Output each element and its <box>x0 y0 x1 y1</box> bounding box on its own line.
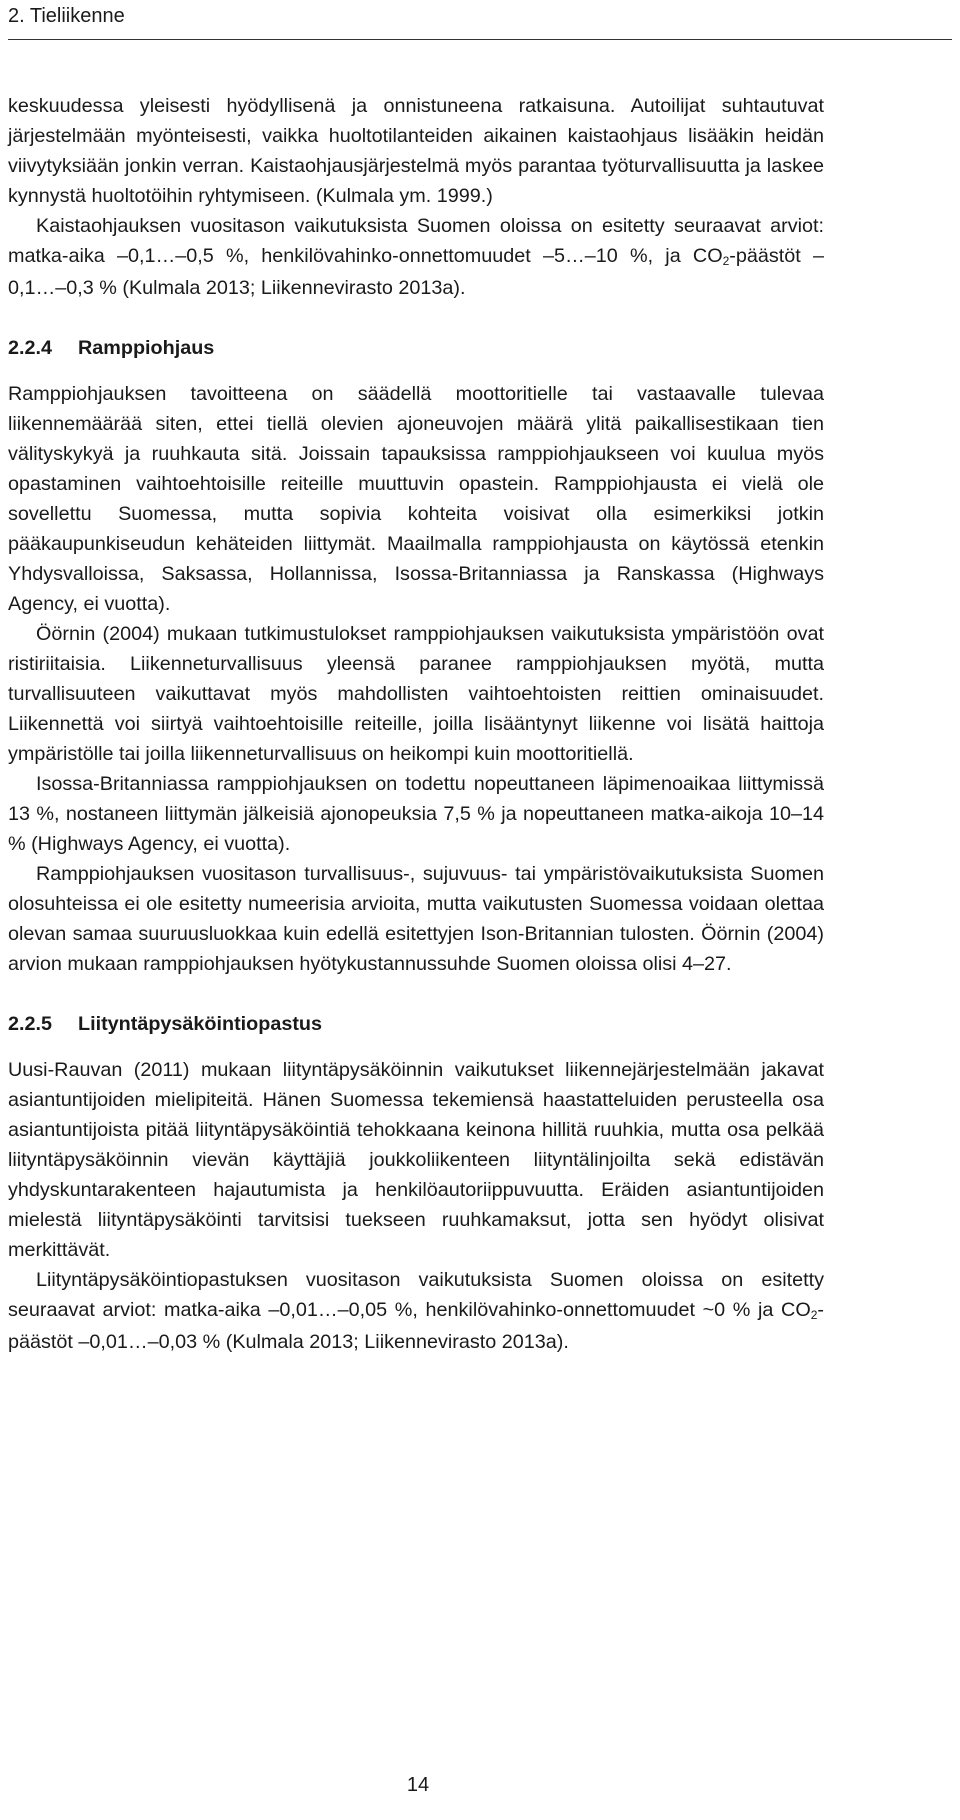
section-paragraph: Öörnin (2004) mukaan tutkimustulokset ramppiohjauksen vaikutuksista ympäristöön ovat ristiriitaisia. Liikenneturvallisuus yleensä paranee ramppiohjauksen myötä, mutta turvallisuuteen vaikuttavat myös mahdollisten vaihtoehtoisten reittien ominaisuudet. Liikennettä voi siirtyä vaihtoehtoisille reiteille, joilla lisääntynyt liikenne voi lisätä haittoja ympäristölle tai joilla liikenneturvallisuus on heikompi kuin moottoritiellä. <box>8 623 824 765</box>
co2-subscript: 2 <box>722 254 730 268</box>
section-number: 2.2.4 <box>8 337 52 359</box>
intro-paragraph-1: keskuudessa yleisesti hyödyllisenä ja onnistuneena ratkaisuna. Autoilijat suhtautuvat järjestelmään myönteisesti, vaikka huoltotilanteiden aikainen kaistaohjaus lisääkin heidän viivytyksiään jonkin verran. Kaistaohjausjärjestelmä myös parantaa työturvallisuutta ja laskee kynnystä huoltotöihin ryhtymiseen. (Kulmala ym. 1999.) <box>8 95 824 207</box>
section-paragraph-text-a: Liityntäpysäköintiopastuksen vuositason vaikutuksista Suomen oloissa on esitetty seuraavat arviot: matka-aika –0,01…–0,05 %, henkilövahinko-onnettomuudet ~0 % ja CO <box>8 1269 824 1321</box>
section-heading-2-2-4 <box>8 333 824 363</box>
section-title: Liityntäpysäköintiopastus <box>78 1013 323 1035</box>
section-paragraph-text-b: -päästöt –0,01…–0,03 % (Kulmala 2013; Liikennevirasto 2013a). <box>8 1299 824 1353</box>
page-number: 14 <box>406 1774 430 1796</box>
section-heading-2-2-5 <box>8 1009 824 1039</box>
section-paragraph: Ramppiohjauksen vuositason turvallisuus-, sujuvuus- tai ympäristövaikutuksista Suomen olosuhteissa ei ole esitetty numeerisia arvioita, mutta vaikutusten Suomessa voidaan olettaa olevan samaa suuruusluokkaa kuin edellä esitettyjen Ison-Britannian tulosten. Öörnin (2004) arvion mukaan ramppiohjauksen hyötykustannussuhde Suomen oloissa olisi 4–27. <box>8 863 824 975</box>
running-header: 2. Tieliikenne <box>8 5 125 27</box>
co2-subscript: 2 <box>810 1308 818 1322</box>
section-title: Ramppiohjaus <box>78 337 215 359</box>
section-paragraph: Uusi-Rauvan (2011) mukaan liityntäpysäköinnin vaikutukset liikennejärjestelmään jakavat asiantuntijoiden mielipiteitä. Hänen Suomessa tekemiensä haastatteluiden perusteella osa asiantuntijoista pitää liityntäpysäköintiä tehokkaana keinona hillitä ruuhkia, mutta osa pelkää liityntäpysäköinnin vievän käyttäjiä joukkoliikenteen liityntälinjoilta sekä edistävän yhdyskuntarakenteen hajautumista ja henkilöautoriippuvuutta. Eräiden asiantuntijoiden mielestä liityntäpysäköinti tarvitsisi tuekseen ruuhkamaksut, jotta sen hyödyt olisivat merkittävät. <box>8 1059 824 1261</box>
intro-paragraph-2-text-b: -päästöt –0,1…–0,3 % (Kulmala 2013; Liikennevirasto 2013a). <box>8 245 824 299</box>
page-body <box>8 91 824 1357</box>
header-rule <box>8 39 952 40</box>
section-number: 2.2.5 <box>8 1013 52 1035</box>
section-paragraph: Ramppiohjauksen tavoitteena on säädellä moottoritielle tai vastaavalle tulevaa liikennemäärää siten, ettei tiellä olevien ajoneuvojen määrä ylitä paikallisestikaan tien välityskykyä ja ruuhkauta sitä. Joissain tapauksissa ramppiohjaukseen voi kuulua myös opastaminen vaihtoehtoisille reiteille muuttuvin opastein. Ramppiohjausta ei vielä ole sovellettu Suomessa, mutta sopivia kohteita voisivat olla esimerkiksi jotkin pääkaupunkiseudun kehäteiden liittymät. Maailmalla ramppiohjausta on käytössä etenkin Yhdysvalloissa, Saksassa, Hollannissa, Isossa-Britanniassa ja Ranskassa (Highways Agency, ei vuotta). <box>8 383 824 615</box>
intro-paragraph-2 <box>8 211 824 303</box>
section-paragraph <box>8 1265 824 1357</box>
section-paragraph: Isossa-Britanniassa ramppiohjauksen on todettu nopeuttaneen läpimenoaikaa liittymissä 13 %, nostaneen liittymän jälkeisiä ajonopeuksia 7,5 % ja nopeuttaneen matka-aikoja 10–14 % (Highways Agency, ei vuotta). <box>8 773 824 855</box>
intro-paragraph-2-text-a: Kaistaohjauksen vuositason vaikutuksista Suomen oloissa on esitetty seuraavat arviot: matka-aika –0,1…–0,5 %, henkilövahinko-onnettomuudet –5…–10 %, ja CO <box>8 215 824 267</box>
